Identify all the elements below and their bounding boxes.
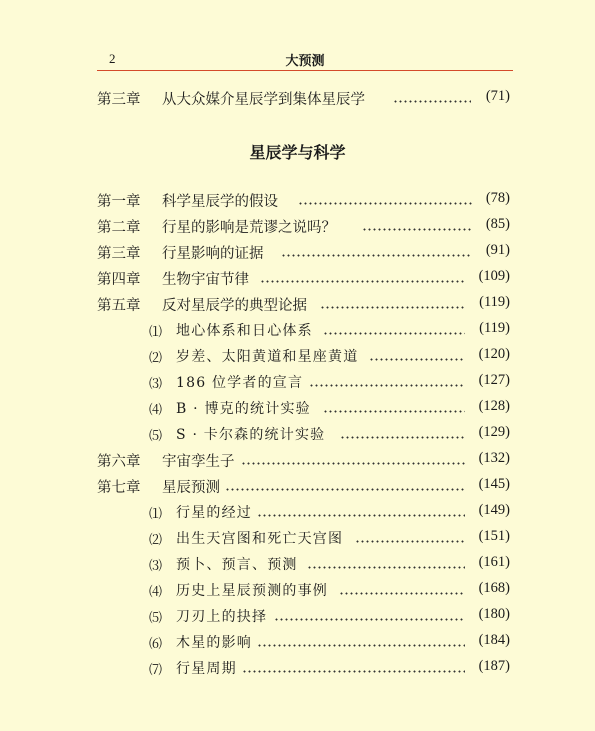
toc-entry-chapter[interactable] xyxy=(97,88,510,110)
entry-page: (91) xyxy=(485,242,510,258)
page-header xyxy=(97,48,513,72)
chapter-label: 第三章 xyxy=(97,92,141,108)
toc-entry-section[interactable] xyxy=(97,606,510,628)
entry-page: (145) xyxy=(478,476,510,492)
leader-dots xyxy=(274,618,465,621)
section-title: 星辰学与科学 xyxy=(249,143,346,162)
entry-page: (129) xyxy=(478,424,510,440)
entry-page: (127) xyxy=(478,372,510,388)
leader-dots xyxy=(225,488,465,491)
entry-title: 星辰预测 xyxy=(162,480,220,496)
toc-entry-chapter[interactable] xyxy=(97,190,510,212)
entry-page: (128) xyxy=(478,398,510,414)
section-label: ⑴ xyxy=(149,325,163,340)
section-label: ⑶ xyxy=(149,377,163,392)
leader-dots xyxy=(260,280,465,283)
leader-dots xyxy=(362,228,472,231)
toc-entry-chapter[interactable] xyxy=(97,268,510,290)
entry-page: (78) xyxy=(485,190,510,206)
toc-entry-section[interactable] xyxy=(97,398,510,420)
leader-dots xyxy=(242,670,465,673)
toc-entry-section[interactable] xyxy=(97,528,510,550)
chapter-label: 第六章 xyxy=(97,454,141,470)
toc-entry-section[interactable] xyxy=(97,632,510,654)
entry-page: (151) xyxy=(478,528,510,544)
entry-title: 出生天宫图和死亡天宫图 xyxy=(176,531,344,547)
leader-dots xyxy=(323,332,465,335)
section-label: ⑷ xyxy=(149,585,163,600)
toc-entry-chapter[interactable] xyxy=(97,294,510,316)
entry-title: S · 卡尔森的统计实验 xyxy=(176,427,326,443)
leader-dots xyxy=(339,592,465,595)
toc-entry-section[interactable] xyxy=(97,346,510,368)
toc-entry-chapter[interactable] xyxy=(97,216,510,238)
entry-title: 地心体系和日心体系 xyxy=(176,323,313,339)
section-label: ⑵ xyxy=(149,533,163,548)
running-title: 大预测 xyxy=(285,54,325,69)
entry-title: 反对星辰学的典型论据 xyxy=(162,298,307,314)
toc-entry-section[interactable] xyxy=(97,424,510,446)
toc-entry-section[interactable] xyxy=(97,320,510,342)
leader-dots xyxy=(393,100,471,103)
entry-page: (149) xyxy=(478,502,510,518)
leader-dots xyxy=(320,306,465,309)
toc-entry-section[interactable] xyxy=(97,372,510,394)
leader-dots xyxy=(257,644,465,647)
leader-dots xyxy=(355,540,465,543)
leader-dots xyxy=(323,410,465,413)
toc-entry-chapter[interactable] xyxy=(97,476,510,498)
entry-title: 宇宙孪生子 xyxy=(162,454,235,470)
entry-title: 历史上星辰预测的事例 xyxy=(176,583,328,599)
entry-page: (187) xyxy=(478,658,510,674)
entry-title: 行星的影响是荒谬之说吗？ xyxy=(162,220,336,236)
leader-dots xyxy=(307,566,465,569)
entry-page: (109) xyxy=(478,268,510,284)
entry-page: (168) xyxy=(478,580,510,596)
leader-dots xyxy=(340,436,465,439)
entry-page: (161) xyxy=(478,554,510,570)
entry-title: 行星影响的证据 xyxy=(162,246,264,262)
leader-dots xyxy=(241,462,465,465)
entry-title: 预卜、预言、预测 xyxy=(176,557,298,573)
entry-page: (132) xyxy=(478,450,510,466)
section-label: ⑶ xyxy=(149,559,163,574)
entry-title: 木星的影响 xyxy=(176,635,252,651)
entry-title: 生物宇宙节律 xyxy=(162,272,249,288)
entry-page: (184) xyxy=(478,632,510,648)
chapter-label: 第七章 xyxy=(97,480,141,496)
chapter-label: 第一章 xyxy=(97,194,141,210)
entry-title: 行星周期 xyxy=(176,661,237,677)
entry-title: B · 博克的统计实验 xyxy=(176,401,311,417)
section-label: ⑺ xyxy=(149,663,163,678)
section-label: ⑸ xyxy=(149,429,163,444)
entry-title: 186 位学者的宣言 xyxy=(176,375,304,391)
entry-title: 从大众媒介星辰学到集体星辰学 xyxy=(162,92,365,108)
section-label: ⑸ xyxy=(149,611,163,626)
entry-page: (85) xyxy=(485,216,510,232)
entry-title: 刀刃上的抉择 xyxy=(176,609,268,625)
section-label: ⑹ xyxy=(149,637,163,652)
entry-title: 行星的经过 xyxy=(176,505,252,521)
toc-entry-chapter[interactable] xyxy=(97,450,510,472)
entry-page: (120) xyxy=(478,346,510,362)
leader-dots xyxy=(298,202,472,205)
chapter-label: 第五章 xyxy=(97,298,141,314)
toc-entry-chapter[interactable] xyxy=(97,242,510,264)
leader-dots xyxy=(281,254,472,257)
leader-dots xyxy=(257,514,465,517)
toc-entry-section[interactable] xyxy=(97,502,510,524)
entry-page: (119) xyxy=(479,294,510,310)
toc-entry-section[interactable] xyxy=(97,554,510,576)
leader-dots xyxy=(369,358,465,361)
entry-title: 科学星辰学的假设 xyxy=(162,194,278,210)
entry-page: (180) xyxy=(478,606,510,622)
toc-entry-section[interactable] xyxy=(97,580,510,602)
page-number: 2 xyxy=(109,51,116,66)
toc-entry-section[interactable] xyxy=(97,658,510,680)
entry-page: (71) xyxy=(485,88,510,104)
section-label: ⑷ xyxy=(149,403,163,418)
section-label: ⑴ xyxy=(149,507,163,522)
header-rule xyxy=(97,70,513,71)
entry-title: 岁差、太阳黄道和星座黄道 xyxy=(176,349,359,365)
chapter-label: 第二章 xyxy=(97,220,141,236)
leader-dots xyxy=(309,384,465,387)
chapter-label: 第四章 xyxy=(97,272,141,288)
entry-page: (119) xyxy=(479,320,510,336)
section-label: ⑵ xyxy=(149,351,163,366)
chapter-label: 第三章 xyxy=(97,246,141,262)
